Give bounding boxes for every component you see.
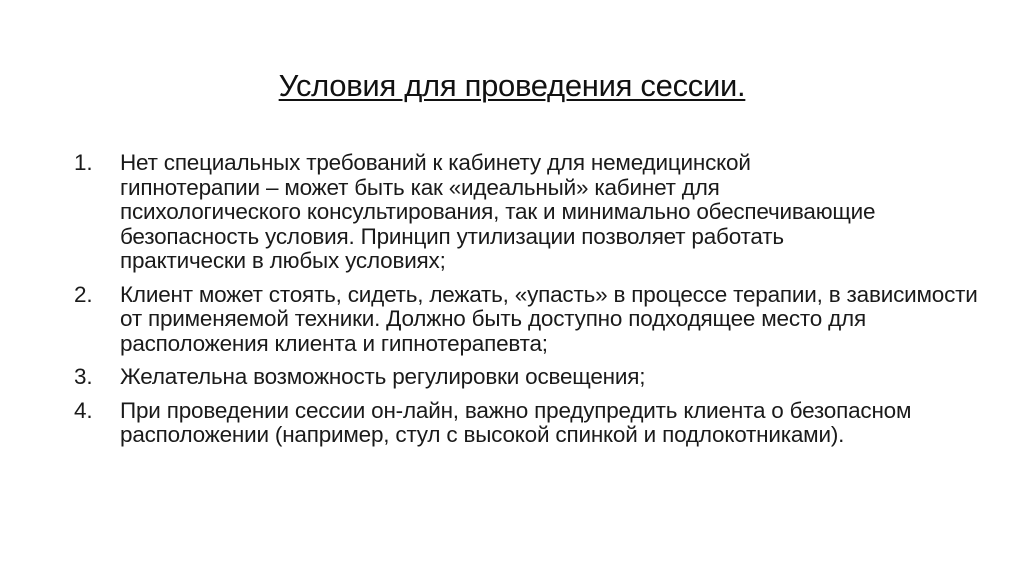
list-item-text: Нет специальных требований к кабинету для немедицинской гипнотерапии – может быть как «идеальный» кабинет для психологического консультирования, так и минимально обеспечивающие безопасность условия. Принцип утилизации позволяет работать практически в любых условиях; [120,150,876,273]
list-item [74,399,920,448]
list-item-number: 4. [74,397,93,423]
slide-title: Условия для проведения сессии. [278,68,746,103]
list-item [74,151,880,274]
list-item-number: 3. [74,364,93,389]
conditions-list [74,150,978,457]
list-item [74,283,1000,357]
list-item-number: 1. [74,150,93,175]
list-item-number: 2. [74,281,93,307]
list-item-text: Желательна возможность регулировки освещения; [120,364,646,389]
list-item-text: При проведении сессии он-лайн, важно предупредить клиента о безопасном расположении (например, стул с высокой спинкой и подлокотниками). [120,397,912,447]
list-item [74,365,1000,390]
list-item-text: Клиент может стоять, сидеть, лежать, «упасть» в процессе терапии, в зависимости от применяемой техники. Должно быть доступно подходящее место для расположения клиента и гипнотерапевта; [120,281,978,356]
